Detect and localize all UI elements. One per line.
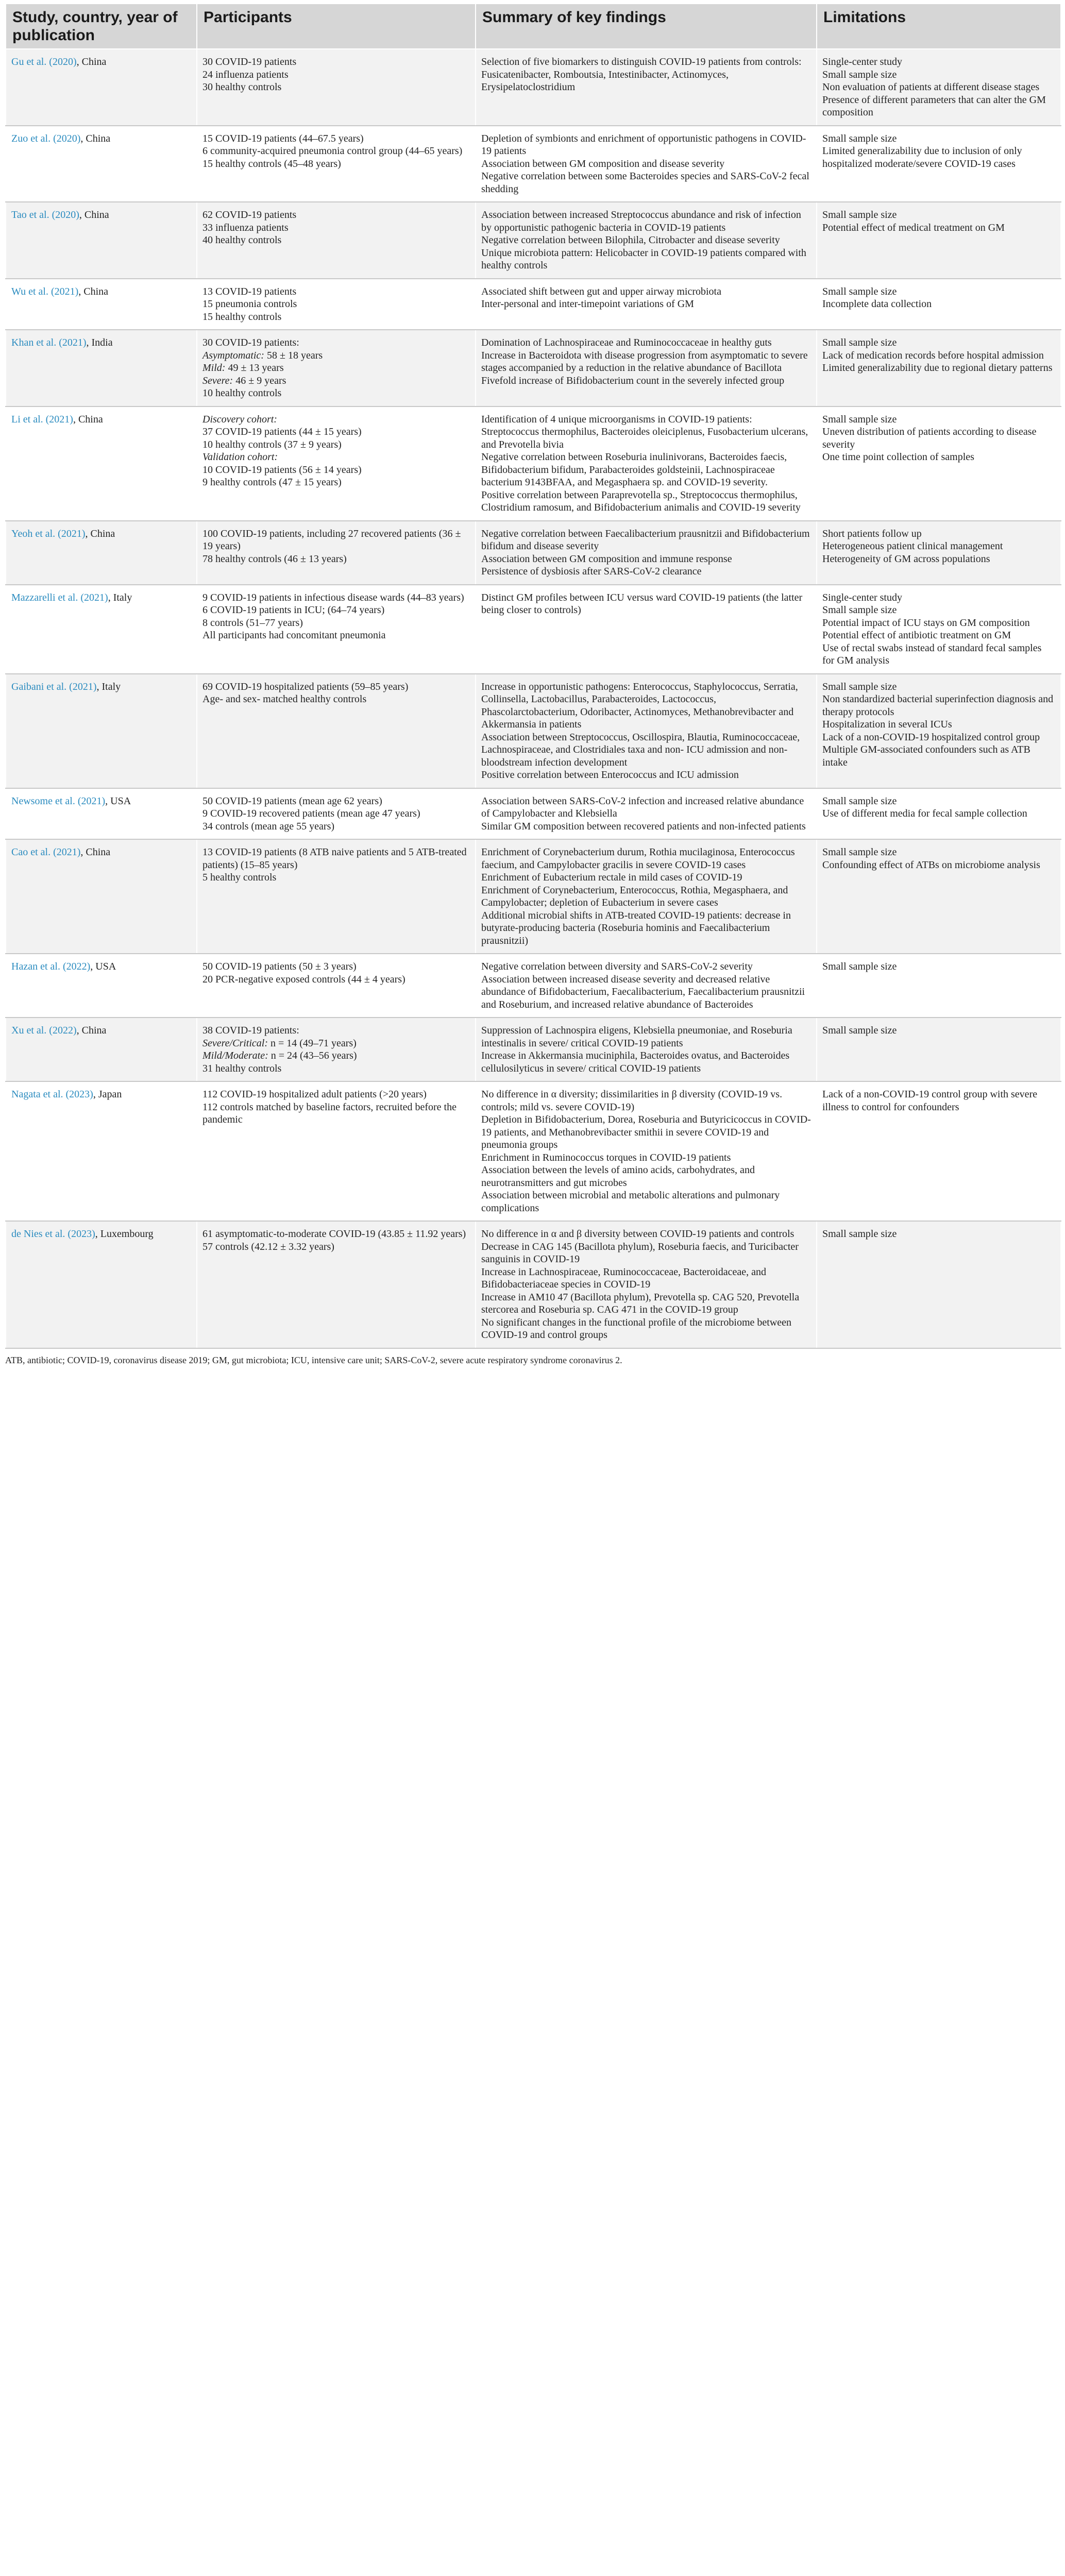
- finding-line: Association between GM composition and disease severity: [481, 158, 725, 170]
- finding-line: Association between microbial and metabolic alterations and pulmonary complications: [481, 1190, 780, 1214]
- limitation-line: Small sample size: [822, 132, 897, 144]
- finding-line: Negative correlation between Bilophila, Citrobacter and disease severity: [481, 234, 780, 246]
- citation-link[interactable]: Newsome et al. (2021): [11, 795, 106, 807]
- table-row: [6, 839, 1061, 954]
- participant-line: 34 controls (mean age 55 years): [202, 820, 335, 832]
- study-country: , Japan: [93, 1089, 122, 1100]
- table-body: [6, 49, 1061, 1348]
- finding-line: Identification of 4 unique microorganisms in COVID-19 patients: Streptococcus thermophilus, Bacteroides oleiciplenus, Fusobacterium ulcerans, and Prevotella bivia: [481, 413, 808, 450]
- participant-line: 78 healthy controls (46 ± 13 years): [202, 553, 347, 565]
- study-cell: [6, 1221, 197, 1348]
- findings-cell: [476, 126, 817, 202]
- study-cell: [6, 49, 197, 126]
- participants-cell: [197, 585, 476, 674]
- finding-line: Increase in Lachnospiraceae, Ruminococcaceae, Bacteroidaceae, and Bifidobacteriaceae species in COVID-19: [481, 1266, 766, 1290]
- study-country: , China: [76, 56, 107, 67]
- limitation-line: Small sample size: [822, 209, 897, 221]
- header-study: Study, country, year of publication: [6, 4, 197, 49]
- participant-line: 30 COVID-19 patients:: [202, 337, 299, 348]
- citation-link[interactable]: Gaibani et al. (2021): [11, 681, 97, 692]
- limitations-cell: [817, 674, 1061, 788]
- participant-line: 38 COVID-19 patients:: [202, 1025, 299, 1036]
- header-participants: Participants: [197, 4, 476, 49]
- limitation-line: One time point collection of samples: [822, 451, 974, 463]
- finding-line: Increase in opportunistic pathogens: Enterococcus, Staphylococcus, Serratia, Collinsella, Lactobacillus, Parabacteroides, Lactococcus, Phascolarctobacterium, Odoribacter, Actinomyces, Methanobrevibacter and Akkermansia in patients: [481, 681, 798, 730]
- study-country: , Luxembourg: [95, 1228, 154, 1240]
- finding-line: Distinct GM profiles between ICU versus ward COVID-19 patients (the latter being closer to controls): [481, 591, 803, 616]
- limitation-line: Incomplete data collection: [822, 298, 932, 310]
- participant-line: 62 COVID-19 patients: [202, 209, 297, 221]
- finding-line: No difference in α diversity; dissimilarities in β diversity (COVID-19 vs. controls; mild vs. severe COVID-19): [481, 1089, 783, 1113]
- study-country: , China: [76, 1025, 107, 1036]
- findings-cell: [476, 788, 817, 840]
- finding-line: Association between increased disease severity and decreased relative abundance of Bifidobacterium, Faecalibacterium, Faecalibacterium prausnitzii and Roseburium, and increased relative abundance of Bacteroides: [481, 973, 805, 1010]
- finding-line: Inter-personal and inter-timepoint variations of GM: [481, 298, 694, 310]
- participant-line: 9 COVID-19 recovered patients (mean age 47 years): [202, 808, 420, 819]
- limitation-line: Small sample size: [822, 961, 897, 972]
- participant-line: 15 pneumonia controls: [202, 298, 297, 310]
- limitation-line: Potential effect of medical treatment on GM: [822, 222, 1005, 233]
- participant-line: Mild/Moderate: n = 24 (43–56 years): [202, 1050, 357, 1061]
- table-page: [5, 3, 1060, 1366]
- limitation-line: Heterogeneity of GM across populations: [822, 553, 990, 565]
- limitation-line: Limited generalizability due to inclusion of only hospitalized moderate/severe COVID-19 cases: [822, 145, 1022, 170]
- participants-cell: [197, 49, 476, 126]
- finding-line: Positive correlation between Enterococcus and ICU admission: [481, 769, 739, 781]
- participants-cell: [197, 126, 476, 202]
- findings-cell: [476, 954, 817, 1018]
- finding-line: Decrease in CAG 145 (Bacillota phylum), Roseburia faecis, and Turicibacter sanguinis in COVID-19: [481, 1241, 799, 1265]
- participant-line: 33 influenza patients: [202, 222, 289, 233]
- participant-line: 8 controls (51–77 years): [202, 617, 303, 629]
- limitation-line: Small sample size: [822, 1025, 897, 1036]
- participant-line: 100 COVID-19 patients, including 27 recovered patients (36 ± 19 years): [202, 528, 461, 552]
- finding-line: Similar GM composition between recovered patients and non-infected patients: [481, 820, 806, 832]
- participants-cell: [197, 839, 476, 954]
- citation-link[interactable]: Zuo et al. (2020): [11, 132, 81, 144]
- findings-cell: [476, 1018, 817, 1081]
- finding-line: Increase in Bacteroidota with disease progression from asymptomatic to severe stages accompanied by a reduction in the relative abundance of Bacillota: [481, 349, 808, 374]
- table-row: [6, 279, 1061, 330]
- participant-line: 10 healthy controls: [202, 387, 282, 399]
- limitations-cell: [817, 954, 1061, 1018]
- study-cell: [6, 839, 197, 954]
- participants-cell: [197, 1018, 476, 1081]
- table-row: [6, 1018, 1061, 1081]
- participant-line: 6 COVID-19 patients in ICU; (64–74 years): [202, 604, 385, 616]
- study-country: , USA: [105, 795, 131, 807]
- study-cell: [6, 674, 197, 788]
- citation-link[interactable]: Hazan et al. (2022): [11, 961, 91, 972]
- limitation-line: Short patients follow up: [822, 528, 922, 539]
- table-row: [6, 954, 1061, 1018]
- participants-cell: [197, 1221, 476, 1348]
- finding-line: Negative correlation between Roseburia inulinivorans, Bacteroides faecis, Bifidobacterium bifidum, Parabacteroides goldsteinii, Lachnospiraceae bacterium 9143BFAA, and Megasphaera sp. and COVID-19 severity.: [481, 451, 787, 488]
- participants-cell: [197, 521, 476, 585]
- participant-line: Severe: 46 ± 9 years: [202, 375, 286, 386]
- table-row: [6, 330, 1061, 406]
- finding-line: Additional microbial shifts in ATB-treated COVID-19 patients: decrease in butyrate-producing bacteria (Roseburia hominis and Faecalibacterium prausnitzii): [481, 909, 791, 946]
- limitations-cell: [817, 279, 1061, 330]
- study-country: , China: [85, 528, 115, 539]
- finding-line: Associated shift between gut and upper airway microbiota: [481, 285, 721, 297]
- citation-link[interactable]: Khan et al. (2021): [11, 337, 87, 348]
- limitation-line: Small sample size: [822, 413, 897, 425]
- study-country: , China: [78, 285, 109, 297]
- participant-line: 15 healthy controls (45–48 years): [202, 158, 341, 170]
- participant-line: 50 COVID-19 patients (mean age 62 years): [202, 795, 382, 807]
- finding-line: Depletion in Bifidobacterium, Dorea, Roseburia and Butyricicoccus in COVID-19 patients, and Methanobrevibacter smithii in severe COVID-19 and pneumonia groups: [481, 1114, 811, 1150]
- table-row: [6, 521, 1061, 585]
- limitation-line: Potential impact of ICU stays on GM composition: [822, 617, 1030, 629]
- citation-link[interactable]: Li et al. (2021): [11, 413, 73, 425]
- citation-link[interactable]: Nagata et al. (2023): [11, 1089, 93, 1100]
- limitation-line: Non standardized bacterial superinfection diagnosis and therapy protocols: [822, 693, 1054, 718]
- studies-table: [5, 3, 1061, 1349]
- participant-line: Age- and sex- matched healthy controls: [202, 693, 367, 705]
- participants-cell: [197, 279, 476, 330]
- citation-link[interactable]: Gu et al. (2020): [11, 56, 77, 67]
- limitations-cell: [817, 49, 1061, 126]
- participant-line: 30 healthy controls: [202, 81, 282, 93]
- participant-line: 10 COVID-19 patients (56 ± 14 years): [202, 464, 362, 476]
- participants-cell: [197, 674, 476, 788]
- study-country: , China: [73, 413, 103, 425]
- findings-cell: [476, 1081, 817, 1221]
- limitations-cell: [817, 1081, 1061, 1221]
- limitations-cell: [817, 521, 1061, 585]
- table-row: [6, 126, 1061, 202]
- findings-cell: [476, 202, 817, 279]
- participant-line: 24 influenza patients: [202, 69, 289, 80]
- participants-cell: [197, 954, 476, 1018]
- study-country: , China: [80, 846, 111, 858]
- citation-link[interactable]: Cao et al. (2021): [11, 846, 81, 858]
- header-row: [6, 4, 1061, 49]
- limitation-line: Single-center study: [822, 56, 902, 67]
- participant-line: Asymptomatic: 58 ± 18 years: [202, 349, 323, 361]
- table-row: [6, 202, 1061, 279]
- finding-line: Association between increased Streptococcus abundance and risk of infection by opportunistic pathogenic bacteria in COVID-19 patients: [481, 209, 801, 233]
- limitation-line: Lack of a non-COVID-19 control group with severe illness to control for confounders: [822, 1089, 1038, 1113]
- finding-line: Negative correlation between diversity and SARS-CoV-2 severity: [481, 961, 753, 972]
- finding-line: Increase in Akkermansia muciniphila, Bacteroides ovatus, and Bacteroides cellulosilyticus in severe/ critical COVID-19 patients: [481, 1050, 790, 1074]
- limitation-line: Limited generalizability due to regional dietary patterns: [822, 362, 1053, 374]
- participant-line: 112 COVID-19 hospitalized adult patients (>20 years): [202, 1089, 427, 1100]
- limitation-line: Small sample size: [822, 69, 897, 80]
- finding-line: Increase in AM10 47 (Bacillota phylum), Prevotella sp. CAG 520, Prevotella stercorea and Roseburia sp. CAG 471 in the COVID-19 group: [481, 1291, 800, 1315]
- finding-line: No difference in α and β diversity between COVID-19 patients and controls: [481, 1228, 794, 1240]
- limitation-line: Heterogeneous patient clinical management: [822, 540, 1003, 552]
- finding-line: Positive correlation between Paraprevotella sp., Streptococcus thermophilus, Clostridium ramosum, and Bifidobacterium animalis and COVID-19 severity: [481, 489, 801, 513]
- participant-line: 112 controls matched by baseline factors, recruited before the pandemic: [202, 1101, 457, 1125]
- study-cell: [6, 126, 197, 202]
- limitations-cell: [817, 1018, 1061, 1081]
- finding-line: Domination of Lachnospiraceae and Ruminococcaceae in healthy guts: [481, 337, 772, 348]
- participant-line: All participants had concomitant pneumonia: [202, 630, 386, 641]
- limitation-line: Small sample size: [822, 1228, 897, 1240]
- limitations-cell: [817, 788, 1061, 840]
- finding-line: Negative correlation between some Bacteroides species and SARS-CoV-2 fecal shedding: [481, 171, 809, 195]
- participant-line: 69 COVID-19 hospitalized patients (59–85 years): [202, 681, 409, 692]
- finding-line: Association between the levels of amino acids, carbohydrates, and neurotransmitters and gut microbes: [481, 1164, 755, 1189]
- finding-line: Enrichment of Eubacterium rectale in mild cases of COVID-19: [481, 872, 742, 883]
- finding-line: No significant changes in the functional profile of the microbiome between COVID-19 and control groups: [481, 1316, 792, 1341]
- limitation-line: Small sample size: [822, 604, 897, 616]
- participant-line: 61 asymptomatic-to-moderate COVID-19 (43.85 ± 11.92 years): [202, 1228, 466, 1240]
- limitation-line: Hospitalization in several ICUs: [822, 719, 952, 730]
- limitation-line: Small sample size: [822, 337, 897, 348]
- study-country: , USA: [90, 961, 116, 972]
- citation-link[interactable]: Yeoh et al. (2021): [11, 528, 86, 539]
- citation-link[interactable]: Mazzarelli et al. (2021): [11, 591, 108, 603]
- participant-line: 37 COVID-19 patients (44 ± 15 years): [202, 426, 362, 437]
- limitation-line: Small sample size: [822, 285, 897, 297]
- findings-cell: [476, 330, 817, 406]
- findings-cell: [476, 406, 817, 521]
- participant-line: 31 healthy controls: [202, 1062, 282, 1074]
- limitation-line: Small sample size: [822, 681, 897, 692]
- participant-line: 20 PCR-negative exposed controls (44 ± 4 years): [202, 973, 405, 985]
- findings-cell: [476, 521, 817, 585]
- header-limitations: Limitations: [817, 4, 1061, 49]
- findings-cell: [476, 839, 817, 954]
- finding-line: Enrichment of Corynebacterium, Enterococcus, Rothia, Megasphaera, and Campylobacter; depletion of Eubacterium in severe cases: [481, 884, 788, 908]
- study-cell: [6, 202, 197, 279]
- participant-line: Mild: 49 ± 13 years: [202, 362, 284, 374]
- study-cell: [6, 1018, 197, 1081]
- table-row: [6, 1221, 1061, 1348]
- table-row: [6, 1081, 1061, 1221]
- table-row: [6, 49, 1061, 126]
- participants-cell: [197, 1081, 476, 1221]
- limitation-line: Uneven distribution of patients according to disease severity: [822, 426, 1037, 450]
- study-cell: [6, 788, 197, 840]
- participant-line: 15 healthy controls: [202, 311, 282, 323]
- limitation-line: Non evaluation of patients at different disease stages: [822, 81, 1040, 93]
- findings-cell: [476, 279, 817, 330]
- participant-line: Validation cohort:: [202, 451, 278, 463]
- citation-link[interactable]: Tao et al. (2020): [11, 209, 79, 221]
- study-country: , India: [86, 337, 113, 348]
- table-row: [6, 674, 1061, 788]
- limitation-line: Lack of medication records before hospital admission: [822, 349, 1044, 361]
- finding-line: Selection of five biomarkers to distinguish COVID-19 patients from controls: Fusicatenibacter, Romboutsia, Intestinibacter, Actinomyces, Erysipelatoclostridium: [481, 56, 802, 93]
- finding-line: Suppression of Lachnospira eligens, Klebsiella pneumoniae, and Roseburia intestinalis in severe/ critical COVID-19 patients: [481, 1025, 792, 1049]
- limitation-line: Single-center study: [822, 591, 902, 603]
- finding-line: Fivefold increase of Bifidobacterium count in the severely infected group: [481, 375, 785, 386]
- finding-line: Enrichment in Ruminococcus torques in COVID-19 patients: [481, 1151, 731, 1163]
- study-cell: [6, 954, 197, 1018]
- limitations-cell: [817, 839, 1061, 954]
- finding-line: Negative correlation between Faecalibacterium prausnitzii and Bifidobacterium bifidum and disease severity: [481, 528, 810, 552]
- findings-cell: [476, 674, 817, 788]
- participant-line: 13 COVID-19 patients: [202, 285, 297, 297]
- citation-link[interactable]: Xu et al. (2022): [11, 1025, 77, 1036]
- participant-line: 30 COVID-19 patients: [202, 56, 297, 67]
- table-footnote: ATB, antibiotic; COVID-19, coronavirus disease 2019; GM, gut microbiota; ICU, intensive care unit; SARS-CoV-2, severe acute respiratory syndrome coronavirus 2.: [5, 1354, 622, 1365]
- limitation-line: Lack of a non-COVID-19 hospitalized control group: [822, 731, 1040, 743]
- limitations-cell: [817, 126, 1061, 202]
- study-cell: [6, 585, 197, 674]
- study-cell: [6, 279, 197, 330]
- participants-cell: [197, 202, 476, 279]
- limitations-cell: [817, 202, 1061, 279]
- study-country: , Italy: [96, 681, 121, 692]
- finding-line: Enrichment of Corynebacterium durum, Rothia mucilaginosa, Enterococcus faecium, and Campylobacter gracilis in severe COVID-19 cases: [481, 846, 795, 871]
- table-row: [6, 585, 1061, 674]
- participant-line: 6 community-acquired pneumonia control group (44–65 years): [202, 145, 463, 157]
- limitations-cell: [817, 406, 1061, 521]
- table-row: [6, 788, 1061, 840]
- limitation-line: Use of different media for fecal sample collection: [822, 808, 1027, 819]
- header-findings: Summary of key findings: [476, 4, 817, 49]
- study-country: , China: [79, 209, 109, 221]
- study-country: , Italy: [108, 591, 132, 603]
- findings-cell: [476, 1221, 817, 1348]
- participant-line: 10 healthy controls (37 ± 9 years): [202, 438, 342, 450]
- study-cell: [6, 521, 197, 585]
- participants-cell: [197, 330, 476, 406]
- study-country: , China: [80, 132, 111, 144]
- finding-line: Depletion of symbionts and enrichment of opportunistic pathogens in COVID-19 patients: [481, 132, 806, 157]
- limitation-line: Potential effect of antibiotic treatment on GM: [822, 630, 1011, 641]
- limitation-line: Confounding effect of ATBs on microbiome analysis: [822, 859, 1040, 871]
- participant-line: Severe/Critical: n = 14 (49–71 years): [202, 1037, 357, 1049]
- participant-line: 15 COVID-19 patients (44–67.5 years): [202, 132, 364, 144]
- participant-line: Discovery cohort:: [202, 413, 277, 425]
- finding-line: Unique microbiota pattern: Helicobacter in COVID-19 patients compared with healthy controls: [481, 247, 806, 271]
- citation-link[interactable]: de Nies et al. (2023): [11, 1228, 95, 1240]
- table-row: [6, 406, 1061, 521]
- participant-line: 50 COVID-19 patients (50 ± 3 years): [202, 961, 357, 972]
- finding-line: Association between SARS-CoV-2 infection and increased relative abundance of Campylobacter and Klebsiella: [481, 795, 804, 819]
- findings-cell: [476, 49, 817, 126]
- study-cell: [6, 406, 197, 521]
- limitation-line: Small sample size: [822, 846, 897, 858]
- limitations-cell: [817, 1221, 1061, 1348]
- finding-line: Persistence of dysbiosis after SARS-CoV-2 clearance: [481, 566, 702, 577]
- finding-line: Association between Streptococcus, Oscillospira, Blautia, Ruminococcaceae, Lachnospiraceae, and Clostridiales taxa and non- ICU admission and non-bloodstream infection development: [481, 731, 800, 768]
- limitation-line: Use of rectal swabs instead of standard fecal samples for GM analysis: [822, 642, 1042, 666]
- participant-line: 57 controls (42.12 ± 3.32 years): [202, 1241, 334, 1252]
- citation-link[interactable]: Wu et al. (2021): [11, 285, 79, 297]
- limitations-cell: [817, 330, 1061, 406]
- limitation-line: Presence of different parameters that can alter the GM composition: [822, 94, 1046, 118]
- participant-line: 40 healthy controls: [202, 234, 282, 246]
- limitation-line: Multiple GM-associated confounders such as ATB intake: [822, 744, 1030, 768]
- participant-line: 9 healthy controls (47 ± 15 years): [202, 477, 342, 488]
- limitation-line: Small sample size: [822, 795, 897, 807]
- participants-cell: [197, 788, 476, 840]
- limitations-cell: [817, 585, 1061, 674]
- participant-line: 9 COVID-19 patients in infectious disease wards (44–83 years): [202, 591, 464, 603]
- finding-line: Association between GM composition and immune response: [481, 553, 732, 565]
- study-cell: [6, 330, 197, 406]
- participants-cell: [197, 406, 476, 521]
- participant-line: 13 COVID-19 patients (8 ATB naive patients and 5 ATB-treated patients) (15–85 years): [202, 846, 467, 871]
- participant-line: 5 healthy controls: [202, 872, 277, 883]
- findings-cell: [476, 585, 817, 674]
- study-cell: [6, 1081, 197, 1221]
